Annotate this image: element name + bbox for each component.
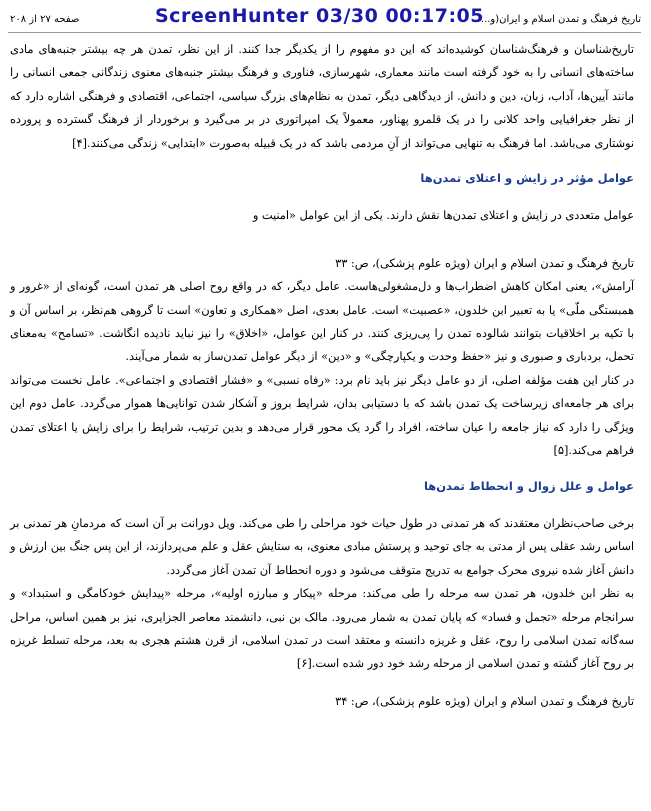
- paragraph-decline-durant: برخی صاحب‌نظران معتقدند که هر تمدنی در طول حیات خود مراحلی را طی می‌کند. ویل دورانت بر آن است که مردمانِ هر تمدنی بر اساس رشد عقلی پس از مدتی به جای توحید و پرستش مبادی معنوی، به ستایش عقل و علم می‌پردازند، از این پس جنگ بین ارزش و دانش آغاز شده نیروی محرک جوامع به تدریج متوقف می‌شود و دوره انحطاط آن تمدن آغاز می‌گردد.: [10, 516, 634, 577]
- paragraph-definition: تاریخ‌شناسان و فرهنگ‌شناسان کوشیده‌اند که این دو مفهوم را از یکدیگر جدا کنند. از این نظر، تمدن هر چه بیشتر جنبه‌های مادی ساخته‌های انسانی را به خود گرفته است مانند معماری، شهرسازی، فناوری و فرهنگ بیشتر جنبه‌های معنوی زندگانی جمعی انسانی را مانند آیین‌ها، آداب، زبان، دین و دانش. از دیدگاهی دیگر، تمدن به نظام‌های بزرگ سیاسی، اجتماعی، اقتصادی و فرهنگی اشاره دارد که از نظر جغرافیایی واحد کلانی را در یک قلمرو پهناور، معمولاً یک امپراتوری در بر می‌گیرد و برخوردار از فرهنگ گسترده و پرورده نوشتاری می‌باشد. اما فرهنگ به تنهایی می‌تواند از آنِ مردمی باشد که در یک قبیله به‌صورت «ابتدایی» زندگی می‌کنند.[۴]: [10, 43, 634, 150]
- section-heading-decline: عوامل و علل زوال و انحطاط تمدن‌ها: [423, 478, 634, 493]
- source-citation-34: تاریخ فرهنگ و تمدن اسلام و ایران (ویژه علوم پزشکی)، ص: ۳۴: [335, 694, 634, 708]
- page-number: صفحه ۲۷ از ۲۰۸: [10, 14, 80, 25]
- screenhunter-stamp: ScreenHunter 03/30 00:17:05: [155, 5, 484, 27]
- document-title: تاریخ فرهنگ و تمدن اسلام و ایران(و...: [480, 14, 641, 25]
- source-citation-33: تاریخ فرهنگ و تمدن اسلام و ایران (ویژه علوم پزشکی)، ص: ۳۳: [335, 256, 634, 270]
- paragraph-factors: آرامش»، یعنی امکان کاهش اضطراب‌ها و دل‌مشغولی‌هاست. عامل دیگر، که در واقع روح اصلی هر تمدن است، گونه‌ای از «غرور و همبستگی ملّی» یا به تعبیر ابن خلدون، «عصبیت» است. عامل بعدی، اصل «همکاری و تعاون» است تا گروهی هم‌نظر، بر اساس آن و با تکیه بر اخلاقیات بتوانند شالوده تمدن را پی‌ریزی کنند. در کنار این عوامل، «اخلاق» را نیز نباید نادیده انگاشت. «تسامح» به‌معنای تحمل، بردباری و صبوری و نیز «حفظ وحدت و یکپارچگی» و «دین» از دیگر عوامل تمدن‌ساز به شمار می‌آیند.: [10, 280, 634, 364]
- header-divider: [8, 32, 641, 33]
- page-header: [0, 0, 651, 32]
- document-body: [10, 38, 634, 713]
- paragraph-decline-khaldun: به نظر ابن خلدون، هر تمدن سه مرحله را طی می‌کند: مرحله «پیکار و مبارزه اولیه»، مرحله «پیدایش خودکامگی و استبداد» و سرانجام مرحله «تجمل و فساد» که پایان تمدن به شمار می‌رود. مالک بن نبی، دانشمند معاصر الجزایری، نیز بر همین اساس، مراحل سه‌گانه تمدن اسلامی را روح، عقل و غریزه دانسته و معتقد است در تمدن اسلامی، از قرن هشتم هجری به بعد، مرحله تسلط غریزه بر روح آغاز گشته و تمدن اسلامی از مرحله رشد خود دور شده است.[۶]: [10, 587, 634, 671]
- paragraph-factors-intro: عوامل متعددی در زایش و اعتلای تمدن‌ها نقش دارند. یکی از این عوامل «امنیت و: [252, 209, 634, 223]
- paragraph-additional-factors: در کنار این هفت مؤلفه اصلی، از دو عامل دیگر نیز باید نام برد: «رفاه نسبی» و «فشار اقتصادی و اجتماعی». عامل نخست می‌تواند برای هر جامعه‌ای زیرساخت یک تمدن باشد که با دستیابی بدان، شرایط بروز و آشکار شدن توانایی‌ها هموار می‌گردد. عامل دوم این ویژگی را دارد که نیاز جامعه را عیان ساخته، افراد را گرد یک محور قرار می‌دهد و بدین ترتیب، شرایط را برای زایش یا اعتلای تمدن فراهم می‌کند.[۵]: [10, 373, 634, 458]
- section-heading-rise: عوامل مؤثر در زایش و اعتلای تمدن‌ها: [420, 171, 634, 186]
